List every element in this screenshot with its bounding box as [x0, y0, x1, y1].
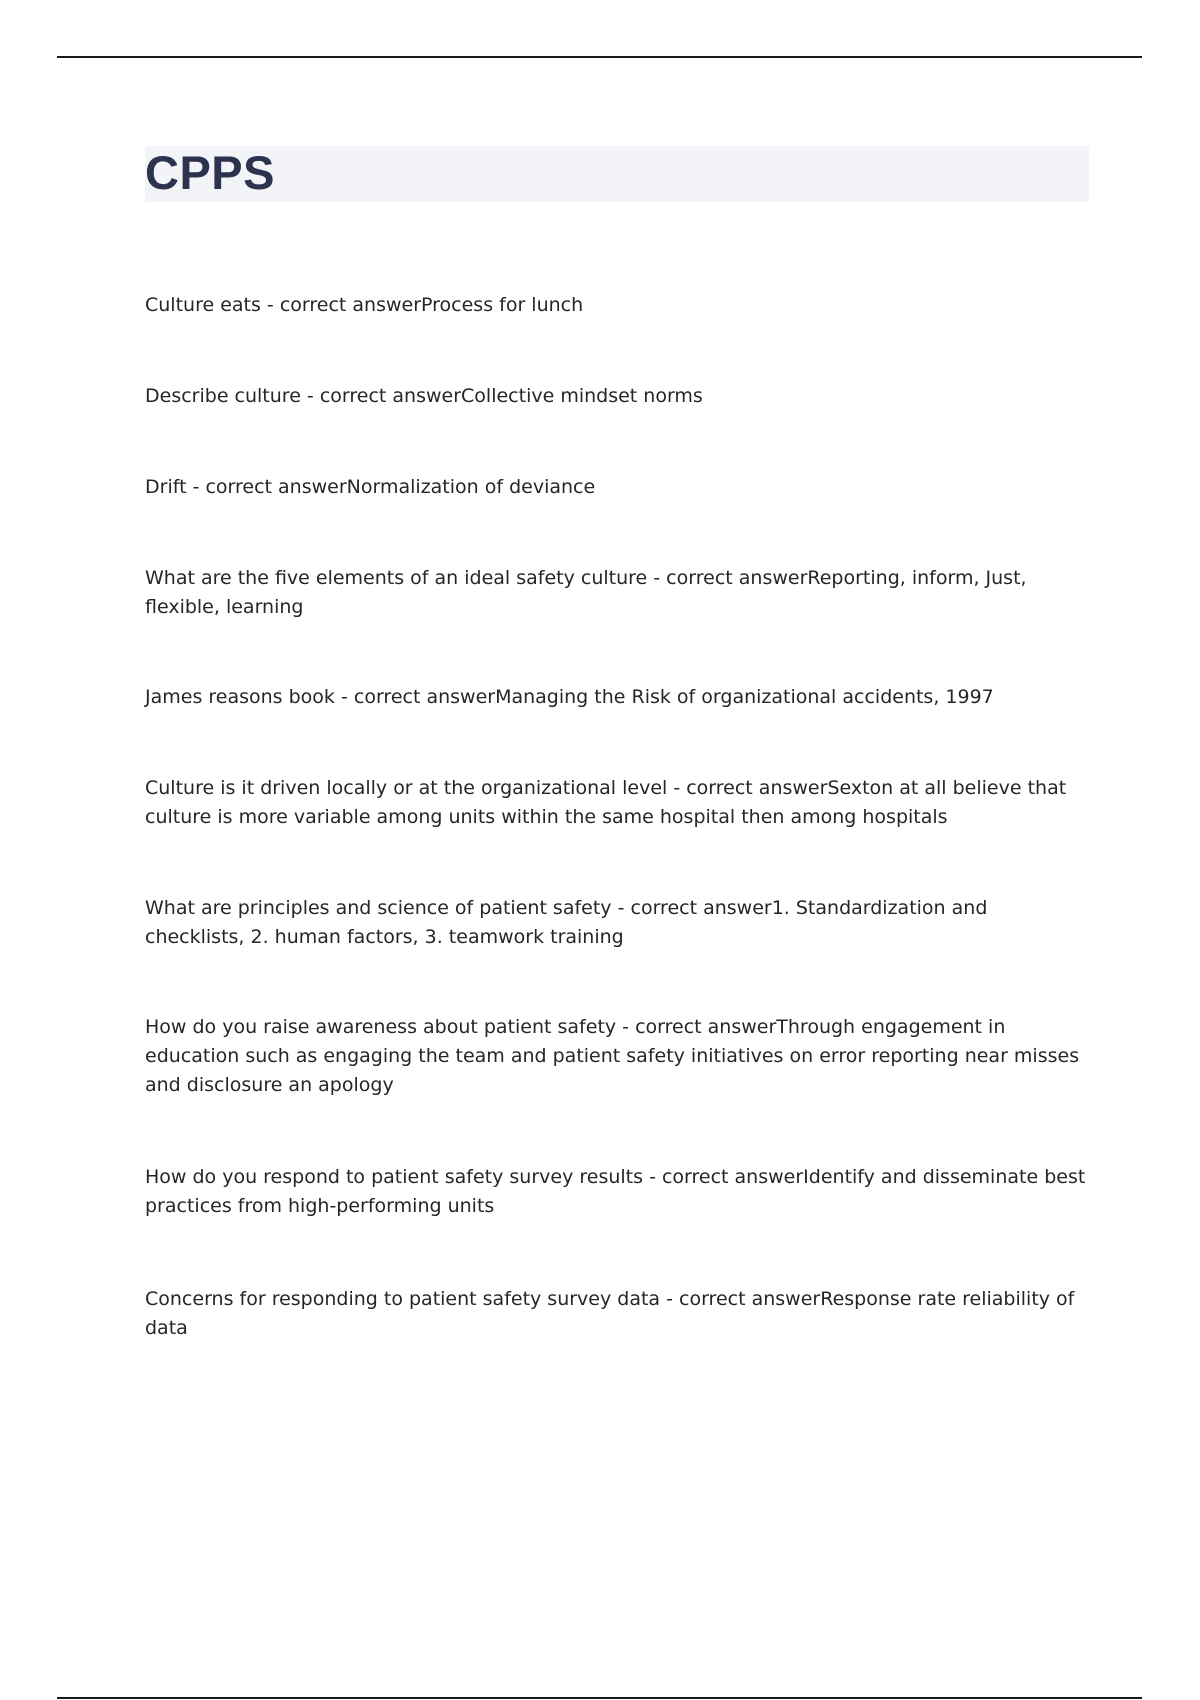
answer-text: Normalization of deviance [346, 476, 596, 498]
question-text: What are principles and science of patient safety [145, 897, 612, 919]
answer-text: Sexton at all believe that culture is more variable among units within the same hospital then among hospitals [145, 777, 1067, 828]
answer-separator: - correct answer [616, 1016, 777, 1038]
answer-separator: - correct answer [647, 567, 808, 589]
question-text: How do you raise awareness about patient safety [145, 1016, 617, 1038]
question-text: James reasons book [145, 686, 335, 708]
qa-item [145, 894, 1090, 952]
answer-separator: - correct answer [660, 1288, 821, 1310]
answer-separator: - correct answer [611, 897, 772, 919]
qa-item [145, 473, 1090, 502]
answer-text: 1. Standardization and checklists, 2. human factors, 3. teamwork training [145, 897, 988, 948]
question-text: How do you respond to patient safety survey results [145, 1166, 644, 1188]
header-rule [57, 56, 1142, 58]
answer-separator: - correct answer [260, 294, 422, 316]
answer-separator: - correct answer [300, 385, 462, 407]
answer-text: Collective mindset norms [461, 385, 703, 407]
question-text: Describe culture [145, 385, 301, 407]
answer-text: Identify and disseminate best practices from high-performing units [145, 1166, 1086, 1217]
answer-separator: - correct answer [334, 686, 496, 708]
answer-text: Managing the Risk of organizational accidents, 1997 [495, 686, 994, 708]
answer-text: Process for lunch [421, 294, 584, 316]
question-text: Concerns for responding to patient safety survey data [145, 1288, 661, 1310]
title-band [145, 146, 1089, 202]
document-title: CPPS [145, 146, 275, 199]
qa-item [145, 291, 1090, 320]
question-text: Drift [145, 476, 187, 498]
qa-item [145, 1285, 1090, 1343]
answer-separator: - correct answer [643, 1166, 804, 1188]
answer-text: Through engagement in education such as engaging the team and patient safety initiatives on error reporting near misses and disclosure an apology [145, 1016, 1080, 1096]
question-text: Culture eats [145, 294, 261, 316]
qa-item [145, 774, 1090, 832]
qa-item [145, 1163, 1090, 1221]
answer-separator: - correct answer [186, 476, 347, 498]
footer-rule [57, 1697, 1142, 1699]
qa-item [145, 683, 1090, 712]
qa-item [145, 382, 1090, 411]
question-text: What are the five elements of an ideal safety culture [145, 567, 648, 589]
qa-item [145, 564, 1090, 622]
answer-text: Response rate reliability of data [145, 1288, 1075, 1339]
qa-item [145, 1013, 1090, 1100]
answer-text: Reporting, inform, Just, flexible, learning [145, 567, 1027, 618]
answer-separator: - correct answer [667, 777, 828, 799]
question-text: Culture is it driven locally or at the organizational level [145, 777, 668, 799]
